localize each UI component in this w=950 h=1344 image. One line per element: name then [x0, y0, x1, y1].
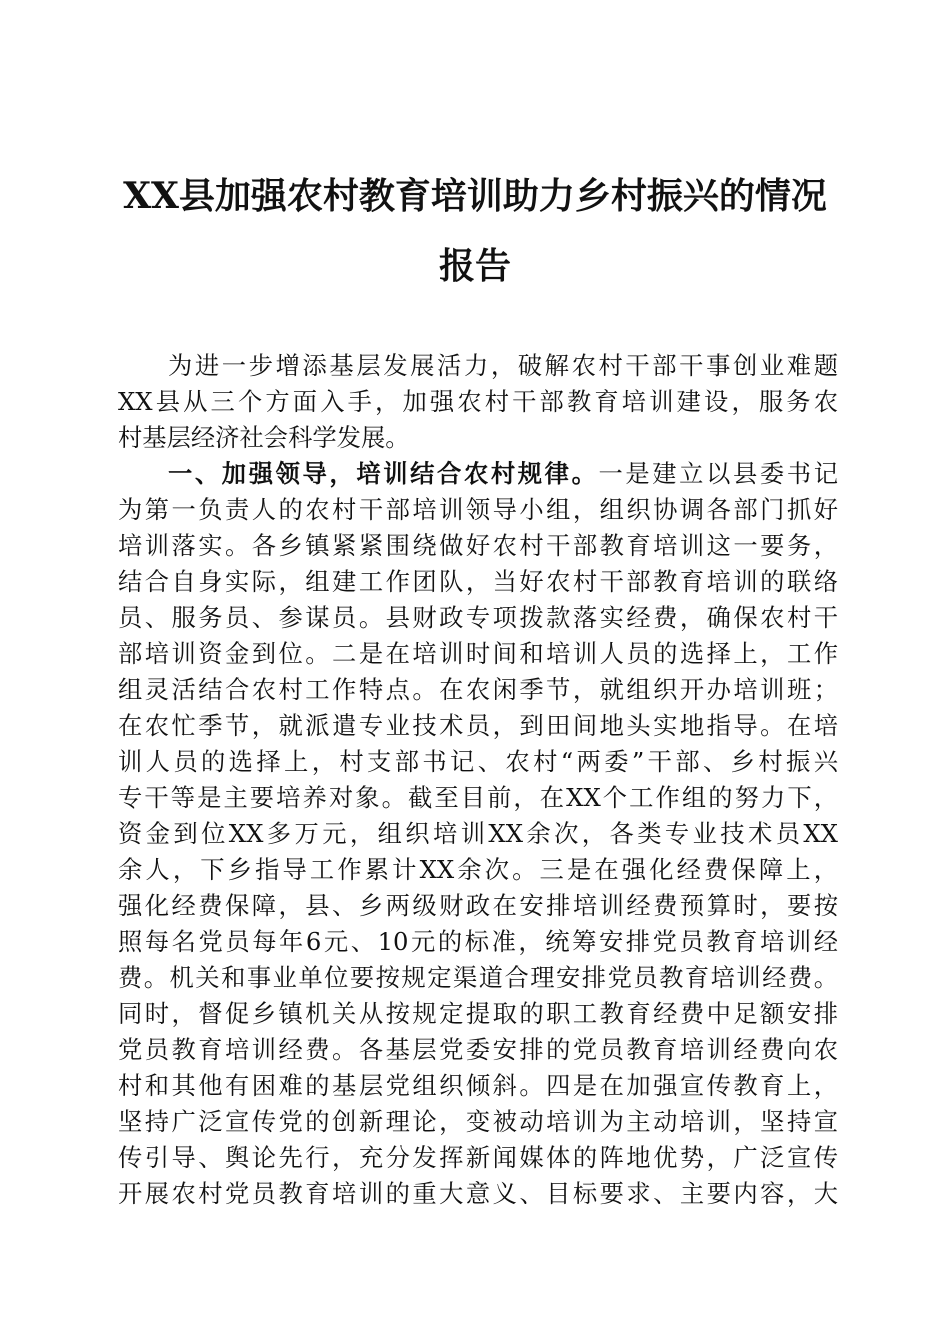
paragraph-line: 强化经费保障，县、乡两级财政在安排培训经费预算时，要按 [118, 891, 838, 920]
paragraph-line: 村和其他有困难的基层党组织倾斜。四是在加强宣传教育上， [118, 1071, 838, 1100]
paragraph-line: 结合自身实际，组建工作团队，当好农村干部教育培训的联络 [118, 567, 838, 596]
section1-first-line [118, 456, 838, 492]
paragraph-line: 组灵活结合农村工作特点。在农闲季节，就组织开办培训班； [118, 675, 838, 704]
document-title-line-2: 报告 [438, 245, 511, 287]
section1-first-line-tail: 一是建立以县委书记 [598, 459, 838, 488]
paragraph-line: 坚持广泛宣传党的创新理论，变被动培训为主动培训，坚持宣 [118, 1107, 838, 1136]
paragraph-line: 党员教育培训经费。各基层党委安排的党员教育培训经费向农 [118, 1035, 838, 1064]
paragraph-line: 资金到位XX多万元，组织培训XX余次，各类专业技术员XX [118, 819, 838, 848]
paragraph-line: 专干等是主要培养对象。截至目前，在XX个工作组的努力下， [118, 783, 838, 812]
paragraph-line: 为第一负责人的农村干部培训领导小组，组织协调各部门抓好 [118, 495, 838, 524]
document-title-line-1: XX县加强农村教育培训助力乡村振兴的情况 [123, 175, 827, 217]
intro-line: 村基层经济社会科学发展。 [118, 423, 410, 452]
section1-heading: 一、加强领导，培训结合农村规律。 [168, 459, 599, 488]
paragraph-line: 余人，下乡指导工作累计XX余次。三是在强化经费保障上， [118, 855, 838, 884]
document-body [118, 348, 838, 1212]
intro-line: XX县从三个方面入手，加强农村干部教育培训建设，服务农 [118, 387, 838, 416]
paragraph-line: 员、服务员、参谋员。县财政专项拨款落实经费，确保农村干 [118, 603, 838, 632]
paragraph-line: 部培训资金到位。二是在培训时间和培训人员的选择上，工作 [118, 639, 838, 668]
paragraph-line: 在农忙季节，就派遣专业技术员，到田间地头实地指导。在培 [118, 711, 838, 740]
paragraph-line: 传引导、舆论先行，充分发挥新闻媒体的阵地优势，广泛宣传 [118, 1143, 838, 1172]
paragraph-line: 开展农村党员教育培训的重大意义、目标要求、主要内容，大 [118, 1179, 838, 1208]
intro-line: 为进一步增添基层发展活力，破解农村干部干事创业难题 [168, 351, 838, 380]
paragraph-line: 训人员的选择上，村支部书记、农村“两委”干部、乡村振兴 [118, 747, 838, 776]
paragraph-line: 同时，督促乡镇机关从按规定提取的职工教育经费中足额安排 [118, 999, 838, 1028]
paragraph-line: 费。机关和事业单位要按规定渠道合理安排党员教育培训经费。 [118, 963, 838, 992]
paragraph-line: 培训落实。各乡镇紧紧围绕做好农村干部教育培训这一要务， [118, 531, 838, 560]
paragraph-line: 照每名党员每年6元、10元的标准，统筹安排党员教育培训经 [118, 927, 838, 956]
